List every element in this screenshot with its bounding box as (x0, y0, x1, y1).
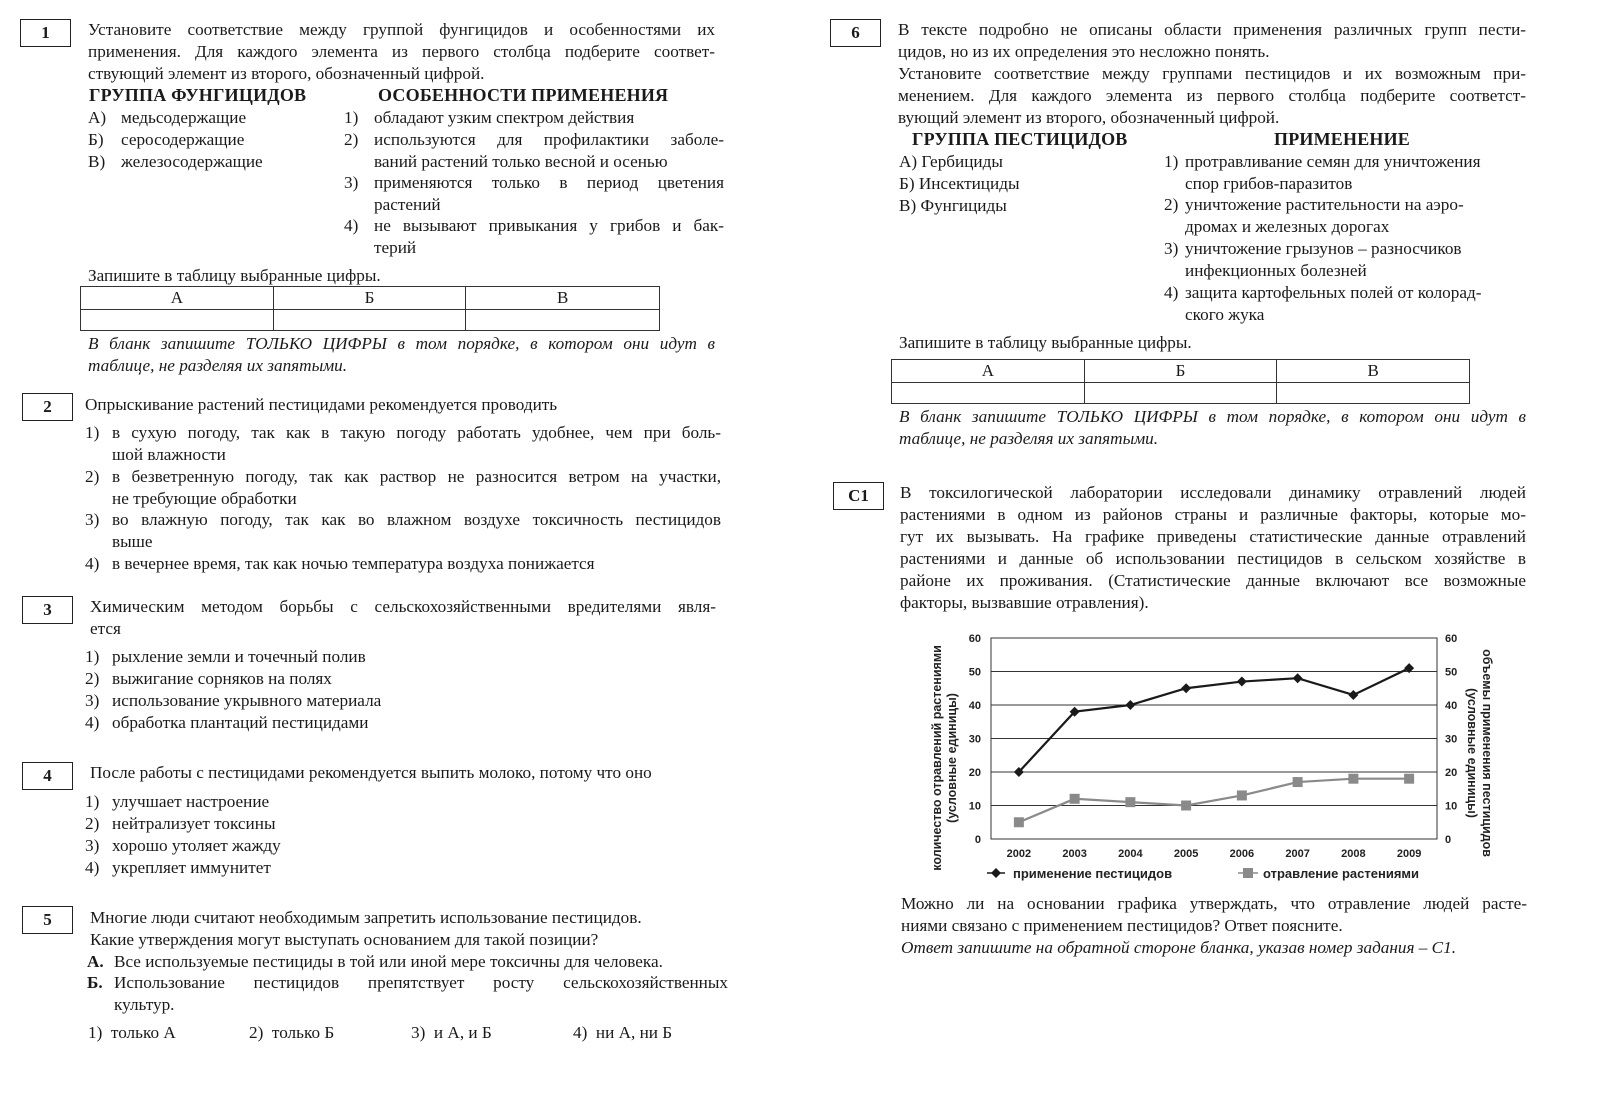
q6-table-prompt: Запишите в таблицу выбранные цифры. (899, 333, 1192, 352)
chart-x-tick-label: 2006 (1229, 848, 1255, 860)
q5-answer-2[interactable]: 2) только Б (249, 1023, 335, 1042)
q6-note: В бланк запишите ТОЛЬКО ЦИФРЫ в том порядке, в котором они идут в таблице, не разделяя их запятыми. (899, 407, 1526, 448)
chart-grid (991, 638, 1437, 839)
q1-feature-1: 1) обладают узким спектром действия (344, 108, 635, 127)
q1-intro: Установите соответствие между группой фунгицидов и особенностями их применения. Для каждого элемента из первого столбца подберите соответ- ствующий элемент из второго, обозначенный цифрой. (88, 20, 715, 83)
q2-option-3[interactable]: 3) во влажную погоду, так как во влажном воздухе токсичность пестицидов выше (85, 510, 721, 551)
chart-point-poisoning (1070, 794, 1080, 804)
q6-answer-cell-c[interactable] (1277, 383, 1470, 404)
question-number-5: 5 (22, 906, 73, 934)
q1-table-header-a: А (81, 287, 274, 310)
chart-point-poisoning (1125, 797, 1135, 807)
chart-point-pesticides (1293, 673, 1303, 683)
q1-table-header-b: Б (273, 287, 466, 310)
chart-x-axis-ticks (1007, 848, 1422, 860)
chart-series (1014, 663, 1414, 827)
q2-stem: Опрыскивание растений пестицидами рекомендуется проводить (85, 395, 558, 414)
chart-left-tick-label: 30 (968, 733, 981, 746)
chart-x-tick-label: 2005 (1173, 848, 1199, 860)
q1-col1-heading: ГРУППА ФУНГИЦИДОВ (89, 85, 307, 105)
question-number-2: 2 (22, 393, 73, 421)
q6-table-header-a: А (892, 360, 1085, 383)
chart-x-tick-label: 2004 (1118, 848, 1143, 860)
chart-point-pesticides (1181, 683, 1191, 693)
q2-option-4[interactable]: 4) в вечернее время, так как ночью температура воздуха понижается (85, 554, 595, 573)
q5-answer-1[interactable]: 1) только А (88, 1023, 176, 1042)
chart-left-tick-label: 50 (968, 666, 981, 679)
question-number-c1: С1 (833, 482, 884, 510)
q6-use-2: 2) уничтожение растительности на аэро- дромах и железных дорогах (1164, 195, 1464, 236)
q2-option-2[interactable]: 2) в безветренную погоду, так как раствор не разносится ветром на участки, не требующие обработки (85, 467, 721, 508)
q6-group-c: В) Фунгициды (899, 196, 1007, 215)
q1-answer-cell-a[interactable] (81, 310, 274, 331)
chart-x-tick-label: 2007 (1285, 848, 1310, 860)
q4-option-3[interactable]: 3) хорошо утоляет жажду (85, 836, 281, 855)
chart-x-tick-label: 2003 (1062, 848, 1087, 860)
q3-option-2[interactable]: 2) выжигание сорняков на полях (85, 669, 332, 688)
q5-answer-4[interactable]: 4) ни А, ни Б (573, 1023, 673, 1042)
chart-point-poisoning (1237, 790, 1247, 800)
q6-group-a: А) Гербициды (899, 152, 1003, 171)
q1-group-b: Б) серосодержащие (88, 130, 245, 149)
q5-statement-a: А. Все используемые пестициды в той или иной мере токсичны для человека. (87, 952, 663, 971)
c1-intro: В токсилогической лаборатории исследовали динамику отравлений людей растениями в одном из районов страны и различные факторы, которые мо- гут их вызывать. На графике приведены статистические данные отравлений растениями и данные об использовании пестицидов в сельском хозяйстве в районе их проживания. (Статистические данные включают все возможные факторы, вызвавшие отравления). (900, 483, 1526, 612)
chart-point-poisoning (1014, 817, 1024, 827)
chart-x-tick-label: 2009 (1396, 848, 1422, 860)
q4-option-4[interactable]: 4) укрепляет иммунитет (85, 858, 271, 877)
chart-right-tick-label: 10 (1445, 800, 1458, 813)
chart-left-axis-ticks (969, 633, 981, 846)
chart-right-tick-label: 40 (1445, 700, 1458, 712)
question-number-3: 3 (22, 596, 73, 624)
chart-point-pesticides (1237, 677, 1247, 687)
chart-right-tick-label: 50 (1445, 666, 1458, 679)
chart-x-tick-label: 2002 (1006, 848, 1032, 860)
q6-col1-heading: ГРУППА ПЕСТИЦИДОВ (912, 129, 1128, 149)
q6-table-header-b: Б (1084, 360, 1277, 383)
chart-point-poisoning (1404, 774, 1414, 784)
q1-answer-cell-c[interactable] (466, 310, 660, 331)
chart-point-pesticides (1348, 690, 1358, 700)
chart-point-poisoning (1181, 801, 1191, 811)
q4-option-1[interactable]: 1) улучшает настроение (85, 792, 270, 811)
chart-right-tick-label: 30 (1445, 733, 1458, 746)
chart-left-tick-label: 40 (968, 700, 981, 712)
q1-feature-3: 3) применяются только в период цветения растений (344, 173, 724, 214)
q6-table-header-c: В (1277, 360, 1470, 383)
chart-left-tick-label: 60 (968, 633, 981, 645)
q1-answer-cell-b[interactable] (273, 310, 466, 331)
q3-option-1[interactable]: 1) рыхление земли и точечный полив (85, 647, 366, 666)
q3-option-4[interactable]: 4) обработка плантаций пестицидами (85, 713, 369, 732)
q3-option-3[interactable]: 3) использование укрывного материала (85, 691, 382, 710)
q1-table-header-c: В (466, 287, 660, 310)
chart-point-poisoning (1293, 777, 1303, 787)
chart-right-tick-label: 60 (1445, 633, 1458, 645)
c1-instruction: Ответ запишите на обратной стороне бланка, указав номер задания – С1. (901, 938, 1457, 957)
c1-chart (925, 618, 1505, 890)
q6-intro: В тексте подробно не описаны области применения различных групп пести- цидов, но из их определения это несложно понять. Установите соответствие между группами пестицидов и их возможным при- менением. Для каждого элемента из первого столбца подберите соответст- вующий элемент из второго, обозначенный цифрой. (898, 20, 1526, 127)
chart-series-line-pesticides (1019, 668, 1409, 772)
q6-answer-cell-a[interactable] (892, 383, 1085, 404)
question-number-4: 4 (22, 762, 73, 790)
q6-answer-table (891, 359, 1470, 404)
chart-point-pesticides (1125, 700, 1135, 710)
q1-note: В бланк запишите ТОЛЬКО ЦИФРЫ в том порядке, в котором они идут в таблице, не разделяя их запятыми. (88, 334, 715, 375)
chart-legend (987, 866, 1419, 881)
q1-col2-heading: ОСОБЕННОСТИ ПРИМЕНЕНИЯ (378, 85, 669, 105)
chart-left-axis-label-line1: количество отравлений растениями (930, 645, 944, 871)
chart-left-tick-label: 10 (968, 800, 981, 813)
chart-point-poisoning (1348, 774, 1358, 784)
q6-use-4: 4) защита картофельных полей от колорад- ского жука (1164, 283, 1482, 324)
chart-right-tick-label: 0 (1445, 834, 1452, 846)
q3-stem: Химическим методом борьбы с сельскохозяйственными вредителями явля- ется (90, 597, 716, 638)
c1-question: Можно ли на основании графика утверждать, что отравление людей расте- ниями связано с применением пестицидов? Ответ поясните. (901, 894, 1527, 935)
chart-right-axis-label-line1: объемы применения пестицидов (1480, 649, 1494, 857)
chart-right-axis-label-line2: (условные единицы) (1465, 688, 1479, 818)
chart-right-axis-ticks (1445, 633, 1457, 846)
q1-feature-2: 2) используются для профилактики заболе- ваний растений только весной и осенью (344, 130, 724, 171)
q1-answer-table (80, 286, 660, 331)
chart-left-axis-label-line2: (условные единицы) (945, 693, 959, 823)
q6-col2-heading: ПРИМЕНЕНИЕ (1274, 129, 1411, 149)
legend-label-poisoning: отравление растениями (1263, 866, 1420, 881)
q2-option-1[interactable]: 1) в сухую погоду, так как в такую погоду работать удобнее, чем при боль- шой влажности (85, 423, 721, 464)
q6-answer-cell-b[interactable] (1084, 383, 1277, 404)
legend-label-pesticides: применение пестицидов (1013, 866, 1173, 881)
chart-left-tick-label: 20 (968, 767, 981, 779)
q5-stem: Многие люди считают необходимым запретить использование пестицидов. Какие утверждения могут выступать основанием для такой позиции? (90, 908, 642, 949)
q1-group-a: А) медьсодержащие (88, 108, 247, 127)
q5-statement-b: Б. Использование пестицидов препятствует росту сельскохозяйственных культур. (87, 973, 728, 1014)
chart-left-tick-label: 0 (974, 834, 981, 846)
q6-group-b: Б) Инсектициды (899, 174, 1020, 193)
chart-x-tick-label: 2008 (1341, 848, 1366, 860)
q4-stem: После работы с пестицидами рекомендуется выпить молоко, потому что оно (90, 763, 652, 782)
question-number-6: 6 (830, 19, 881, 47)
q6-use-1: 1) протравливание семян для уничтожения спор грибов-паразитов (1164, 152, 1481, 193)
chart-right-tick-label: 20 (1445, 767, 1458, 779)
q1-group-c: В) железосодержащие (88, 152, 263, 171)
q5-answer-3[interactable]: 3) и А, и Б (411, 1023, 492, 1042)
q1-feature-4: 4) не вызывают привыкания у грибов и бак- терий (344, 216, 724, 257)
q4-option-2[interactable]: 2) нейтрализует токсины (85, 814, 276, 833)
q6-use-3: 3) уничтожение грызунов – разносчиков инфекционных болезней (1164, 239, 1462, 280)
q1-table-prompt: Запишите в таблицу выбранные цифры. (88, 266, 381, 285)
question-number-1: 1 (20, 19, 71, 47)
